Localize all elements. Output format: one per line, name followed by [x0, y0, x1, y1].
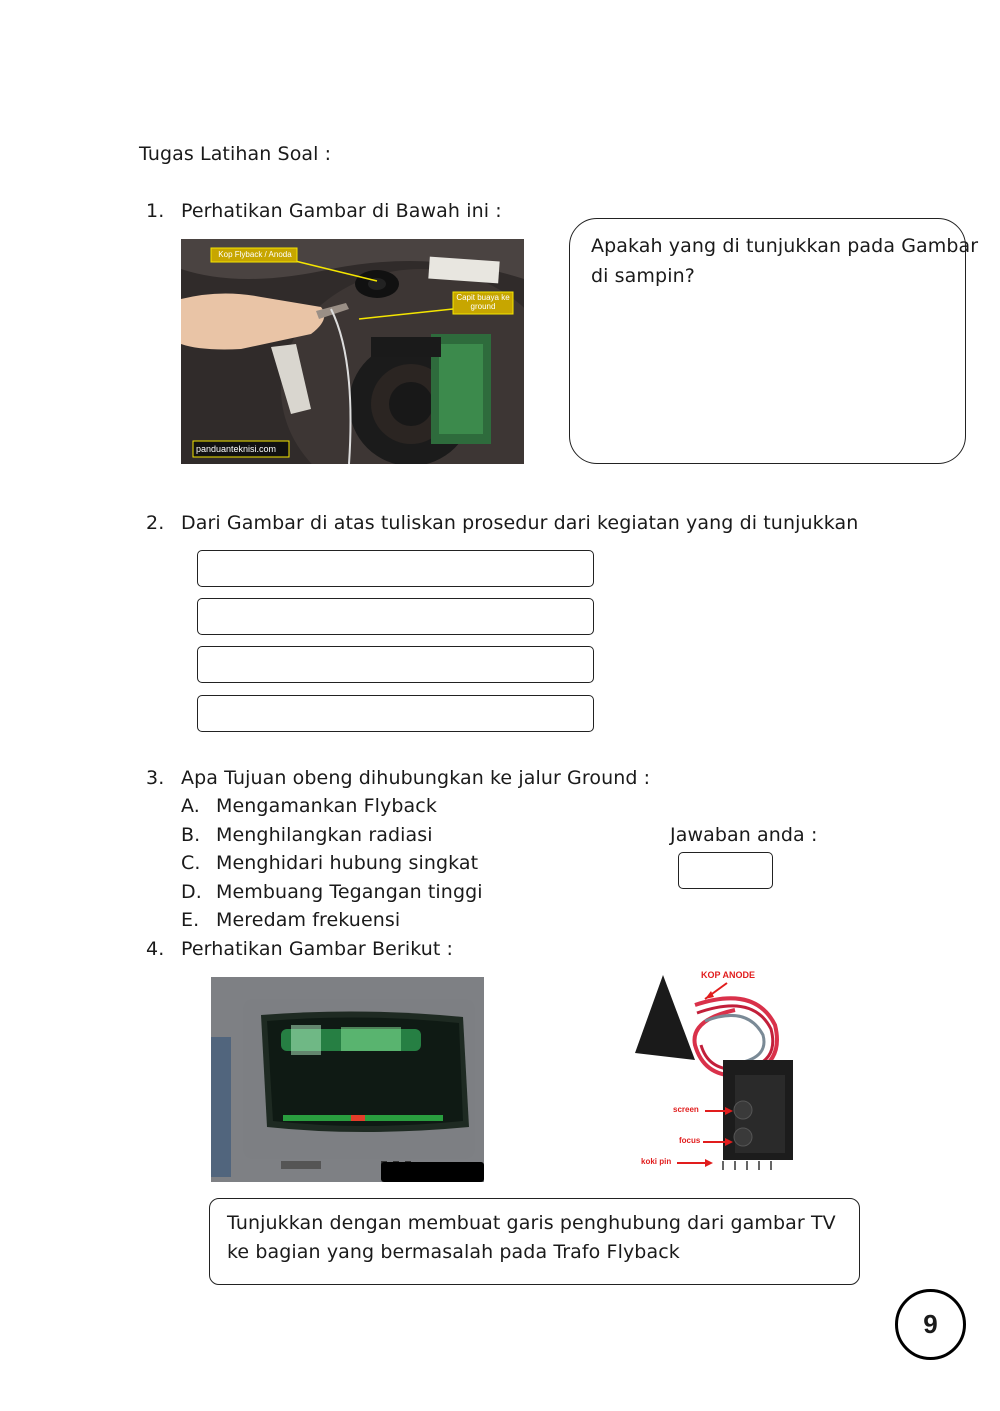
faulty-tv-photo-art [211, 977, 484, 1182]
flyback-transformer-photo [635, 965, 805, 1175]
ground-clip-label: Capit buaya ke ground [456, 293, 510, 311]
q3-option-e-letter: E. [181, 909, 200, 931]
q3-option-d-letter: D. [181, 881, 202, 903]
flyback-anode-label: Kop Flyback / Anoda [218, 250, 292, 259]
focus-label: focus [679, 1136, 701, 1145]
q3-text: Apa Tujuan obeng dihubungkan ke jalur Ground : [181, 767, 651, 789]
photo-watermark: panduanteknisi.com [196, 444, 277, 454]
q2-number: 2. [146, 512, 165, 534]
q3-option-a-text: Mengamankan Flyback [216, 795, 437, 817]
q2-answer-field-1[interactable] [197, 550, 594, 587]
q1-prompt-line1: Apakah yang di tunjukkan pada Gambar [591, 235, 979, 257]
q3-answer-input[interactable] [678, 852, 773, 889]
page-number: 9 [923, 1309, 938, 1339]
q3-option-b-letter: B. [181, 824, 201, 846]
page-number-badge [895, 1289, 966, 1360]
q3-answer-label: Jawaban anda : [670, 824, 818, 846]
q2-answer-field-2[interactable] [197, 598, 594, 635]
screen-label: screen [673, 1105, 699, 1114]
q1-number: 1. [146, 200, 165, 222]
q4-instruction-line1: Tunjukkan dengan membuat garis penghubung dari gambar TV [227, 1212, 836, 1234]
q1-text: Perhatikan Gambar di Bawah ini : [181, 200, 502, 222]
q3-number: 3. [146, 767, 165, 789]
q3-option-b-text: Menghilangkan radiasi [216, 824, 433, 846]
crt-discharge-photo [181, 239, 524, 464]
crt-discharge-photo-art [181, 239, 524, 464]
q2-answer-field-3[interactable] [197, 646, 594, 683]
q3-option-c-letter: C. [181, 852, 201, 874]
q4-text: Perhatikan Gambar Berikut : [181, 938, 454, 960]
q3-option-d-text: Membuang Tegangan tinggi [216, 881, 483, 903]
faulty-tv-photo [211, 977, 484, 1182]
koki-pin-label: koki pin [641, 1157, 672, 1166]
q1-prompt-line2: di sampin? [591, 265, 695, 287]
kop-anode-label: KOP ANODE [701, 970, 756, 980]
q3-option-c-text: Menghidari hubung singkat [216, 852, 479, 874]
q4-instruction-line2: ke bagian yang bermasalah pada Trafo Flyback [227, 1241, 680, 1263]
q4-instruction-box [209, 1198, 860, 1285]
q2-answer-field-4[interactable] [197, 695, 594, 732]
q3-option-a-letter: A. [181, 795, 200, 817]
q3-option-e-text: Meredam frekuensi [216, 909, 401, 931]
flyback-transformer-art [635, 965, 805, 1175]
q4-number: 4. [146, 938, 165, 960]
q2-text: Dari Gambar di atas tuliskan prosedur dari kegiatan yang di tunjukkan [181, 512, 859, 534]
worksheet-heading: Tugas Latihan Soal : [139, 143, 332, 165]
q1-answer-box[interactable] [569, 218, 979, 464]
